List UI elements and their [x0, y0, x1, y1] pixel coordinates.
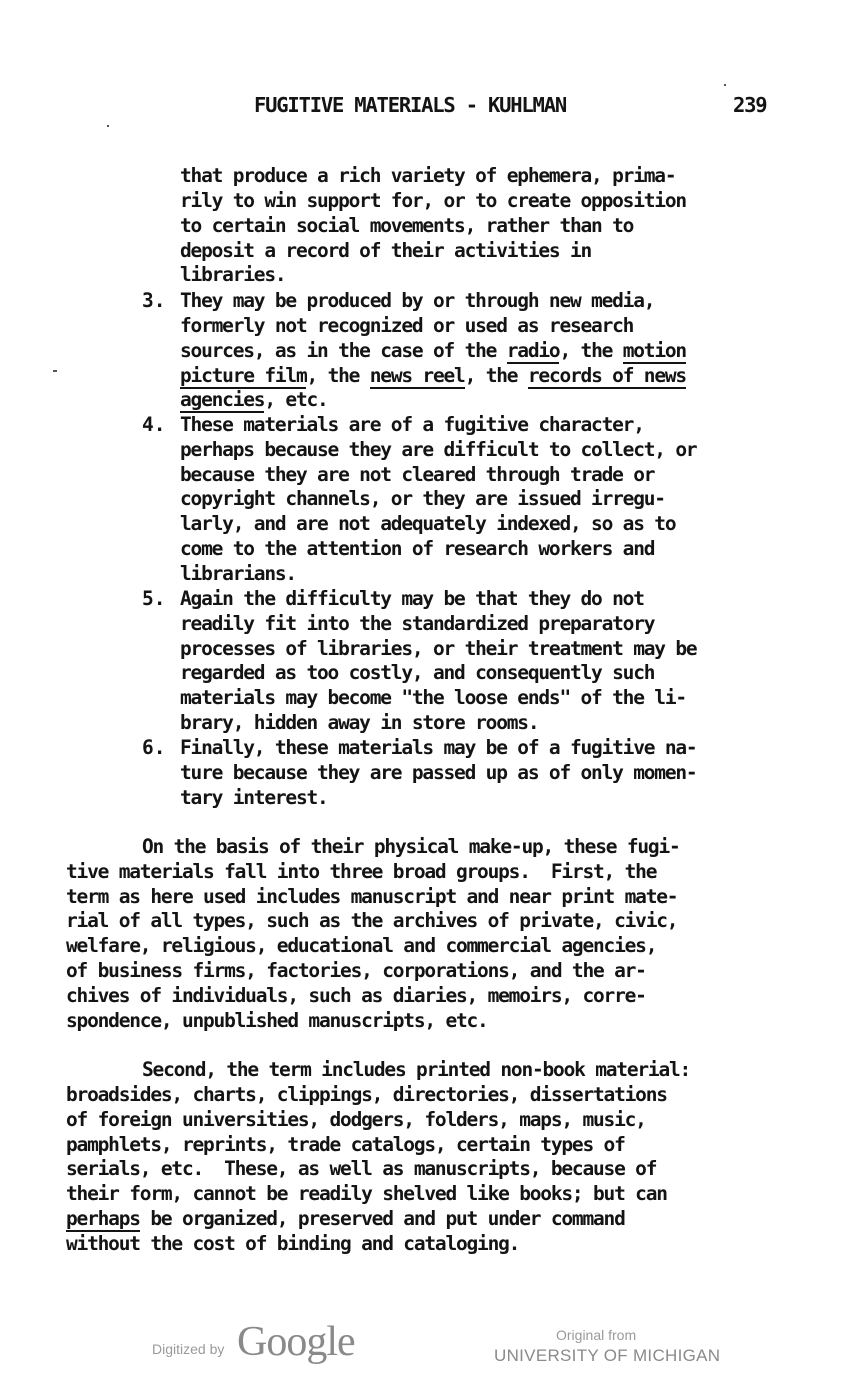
text-line: Second, the term includes printed non-book material: [142, 1058, 691, 1081]
text-line [180, 363, 686, 388]
running-title: FUGITIVE MATERIALS - KUHLMAN [254, 93, 566, 117]
text-line: Finally, these materials may be of a fugitive na- [180, 736, 697, 759]
list-number: 4. [142, 413, 166, 436]
university-label: UNIVERSITY OF MICHIGAN [494, 1346, 721, 1365]
text-line: rily to win support for, or to create opposition [180, 189, 686, 212]
text-line: pamphlets, reprints, trade catalogs, certain types of [66, 1133, 625, 1156]
digitized-by-label: Digitized by [152, 1341, 225, 1357]
text-line: Again the difficulty may be that they do not [180, 587, 644, 610]
text-line: broadsides, charts, clippings, directories, dissertations [66, 1083, 667, 1106]
list-number: 5. [142, 587, 166, 610]
text-line: perhaps because they are difficult to collect, or [180, 438, 697, 461]
text-line: readily fit into the standardized preparatory [180, 612, 655, 635]
text-span: , the [306, 364, 370, 387]
google-logo: Google [237, 1319, 355, 1365]
text-line [66, 1206, 625, 1231]
text-line: brary, hidden away in store rooms. [180, 711, 539, 734]
text-line: term as here used includes manuscript and near print mate- [66, 885, 678, 908]
text-span: sources, as in the case of the [180, 339, 507, 362]
text-line: because they are not cleared through trade or [180, 463, 655, 486]
text-line: On the basis of their physical make-up, these fugi- [142, 835, 680, 858]
scan-speck [724, 84, 726, 86]
text-line: spondence, unpublished manuscripts, etc. [66, 1009, 488, 1032]
text-span: , the [559, 339, 623, 362]
underlined-term: news reel [369, 364, 465, 387]
text-line: copyright channels, or they are issued irregu- [180, 487, 665, 510]
page-number: 239 [733, 93, 767, 117]
text-line: larly, and are not adequately indexed, so as to [180, 512, 676, 535]
original-from-label: Original from [556, 1327, 637, 1343]
text-line: librarians. [180, 562, 296, 585]
text-line: regarded as too costly, and consequently such [180, 661, 655, 684]
text-line: tary interest. [180, 786, 328, 809]
underlined-term: agencies [180, 388, 265, 411]
underlined-term: picture film [180, 364, 307, 387]
text-line [180, 338, 686, 363]
scan-speck [53, 370, 57, 372]
underlined-term: perhaps [66, 1207, 140, 1230]
text-line: formerly not recognized or used as research [180, 314, 634, 337]
text-line: tive materials fall into three broad groups. First, the [66, 860, 657, 883]
text-line: that produce a rich variety of ephemera, prima- [180, 164, 676, 187]
text-line: of business firms, factories, corporations, and the ar- [66, 959, 646, 982]
text-line: materials may become "the loose ends" of the li- [180, 686, 686, 709]
text-line: chives of individuals, such as diaries, memoirs, corre- [66, 984, 646, 1007]
text-line: rial of all types, such as the archives of private, civic, [66, 909, 678, 932]
underlined-term: records of news [527, 364, 686, 387]
text-span: be organized, preserved and put under command [139, 1207, 625, 1230]
text-line: without the cost of binding and cataloging. [66, 1232, 520, 1255]
text-line: libraries. [180, 263, 286, 286]
text-line: processes of libraries, or their treatment may be [180, 637, 697, 660]
text-line: ture because they are passed up as of only momen- [180, 761, 697, 784]
text-span: , etc. [264, 388, 328, 411]
underlined-term: radio [506, 339, 560, 362]
text-line: to certain social movements, rather than to [180, 214, 634, 237]
list-number: 6. [142, 736, 166, 759]
text-line: These materials are of a fugitive character, [180, 413, 644, 436]
text-line: They may be produced by or through new media, [180, 289, 655, 312]
text-span: , the [464, 364, 528, 387]
text-line: deposit a record of their activities in [180, 239, 592, 262]
underlined-term: motion [622, 339, 686, 362]
text-line: of foreign universities, dodgers, folders, maps, music, [66, 1108, 646, 1131]
text-line: come to the attention of research workers and [180, 537, 655, 560]
list-number: 3. [142, 289, 166, 312]
text-line: serials, etc. These, as well as manuscripts, because of [66, 1157, 657, 1180]
text-line: their form, cannot be readily shelved like books; but can [66, 1182, 667, 1205]
scan-speck [107, 125, 109, 127]
text-line [180, 387, 328, 412]
text-line: welfare, religious, educational and commercial agencies, [66, 934, 657, 957]
